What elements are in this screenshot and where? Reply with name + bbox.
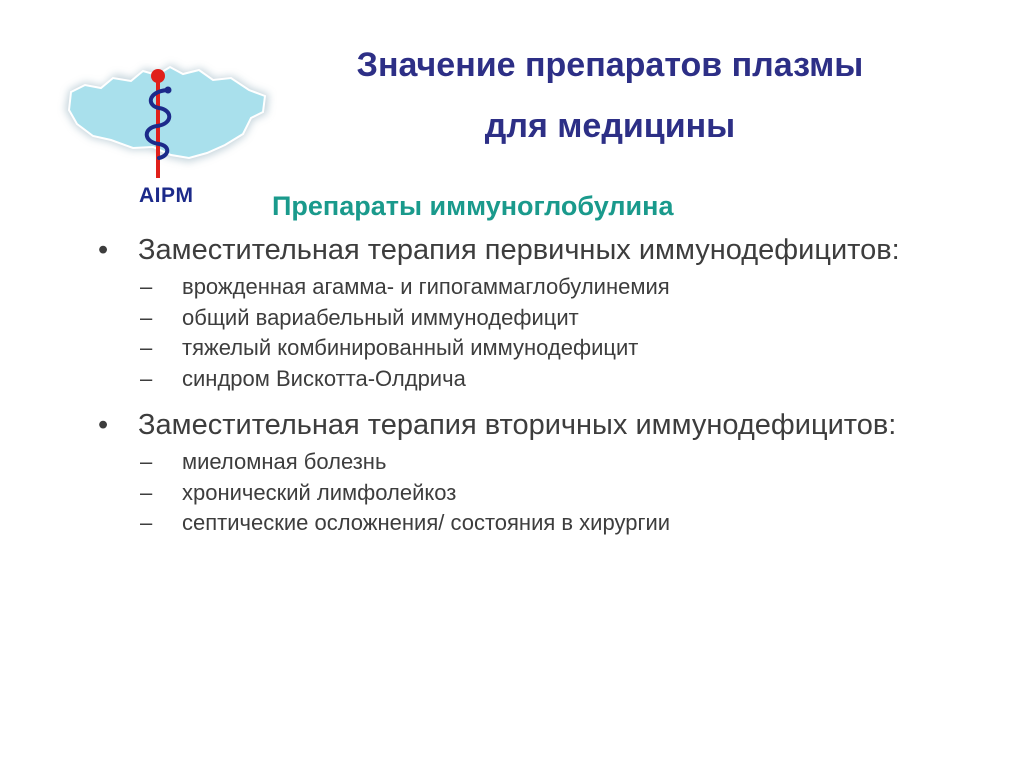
slide-title-line-2: для медицины (484, 107, 736, 145)
bullet-dot-icon: • (98, 234, 109, 266)
dash-icon: – (140, 335, 153, 360)
dash-icon: – (140, 304, 153, 330)
dash-icon: – (140, 365, 153, 391)
staff-knob (151, 69, 165, 83)
sub-item (96, 364, 976, 395)
sub-item (96, 272, 976, 303)
sub-item-text: септические осложнения/ состояния в хирургии (182, 510, 671, 535)
bullet-item (96, 232, 976, 269)
logo-label: AIPM (139, 184, 194, 207)
bullet-item (96, 407, 976, 444)
sub-list (96, 447, 976, 539)
sub-item (96, 478, 976, 509)
sub-item (96, 333, 976, 364)
sub-item (96, 508, 976, 539)
sub-item-text: хронический лимфолейкоз (182, 479, 457, 505)
bullet-list (96, 232, 976, 552)
dash-icon: – (140, 510, 153, 535)
sub-item (96, 303, 976, 334)
sub-item-text: синдром Вискотта-Олдрича (182, 365, 466, 391)
bullet-dot-icon: • (98, 409, 109, 441)
dash-icon: – (140, 274, 153, 299)
snake-head (165, 87, 172, 94)
sub-list (96, 272, 976, 394)
sub-item-text: тяжелый комбинированный иммунодефицит (182, 335, 639, 360)
dash-icon: – (140, 449, 153, 474)
aipm-logo-icon (55, 52, 280, 182)
slide-title-line-1: Значение препаратов плазмы (356, 46, 864, 84)
slide-subtitle: Препараты иммуноглобулина (272, 191, 674, 221)
sub-item (96, 447, 976, 478)
bullet-text: Заместительная терапия вторичных иммунодефицитов: (138, 409, 897, 441)
sub-item-text: врожденная агамма- и гипогаммаглобулинемия (182, 274, 670, 299)
dash-icon: – (140, 479, 153, 505)
bullet-text: Заместительная терапия первичных иммунодефицитов: (138, 234, 900, 266)
sub-item-text: общий вариабельный иммунодефицит (182, 304, 579, 330)
sub-item-text: миеломная болезнь (182, 449, 387, 474)
